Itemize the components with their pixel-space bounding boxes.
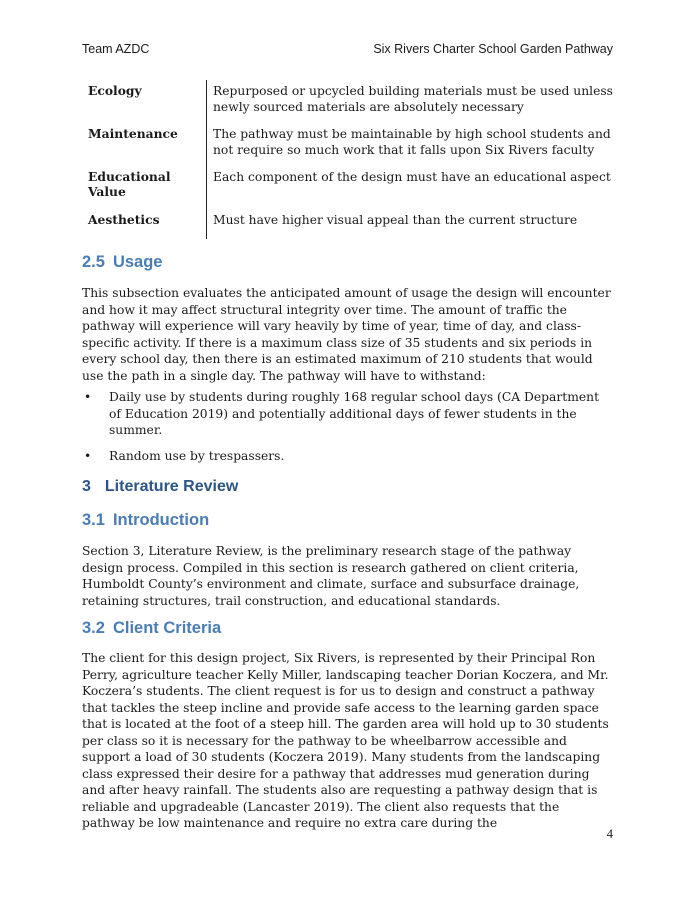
criteria-term: Maintenance bbox=[88, 126, 178, 141]
header-project-title: Six Rivers Charter School Garden Pathway bbox=[373, 42, 613, 56]
list-item-text: Daily use by students during roughly 168 regular school days (CA Department of Education 2019) and potentially additional days of fewer students in the summer. bbox=[109, 390, 600, 437]
section-number: 2.5 bbox=[82, 253, 105, 271]
section-3-1-heading bbox=[82, 511, 209, 530]
section-number: 3.2 bbox=[82, 619, 105, 637]
section-2-5-heading bbox=[82, 253, 162, 272]
page-header bbox=[82, 42, 613, 58]
bullet-icon: • bbox=[84, 390, 92, 404]
page-number: 4 bbox=[606, 827, 613, 841]
section-3-2-heading bbox=[82, 619, 221, 638]
criteria-desc: Must have higher visual appeal than the current structure bbox=[213, 213, 578, 227]
criteria-desc: Each component of the design must have an educational aspect bbox=[213, 170, 611, 184]
criteria-term: Educational Value bbox=[88, 169, 171, 199]
section-title: Usage bbox=[112, 253, 163, 271]
criteria-term: Aesthetics bbox=[88, 212, 160, 227]
section-title: Client Criteria bbox=[112, 619, 222, 637]
criteria-term: Ecology bbox=[88, 83, 142, 98]
list-item bbox=[82, 448, 614, 465]
list-item-text: Random use by trespassers. bbox=[109, 448, 285, 463]
criteria-divider bbox=[206, 80, 207, 239]
section-2-5-bullets bbox=[82, 389, 614, 464]
header-team: Team AZDC bbox=[82, 42, 150, 56]
section-2-5-body: This subsection evaluates the anticipated amount of usage the design will encounter and how it may affect structural integrity over time. The amount of traffic the pathway will experience will vary heavily by time of year, time of day, and class-specific activity. If there is a maximum class size of 35 students and six periods in every school day, then there is an estimated maximum of 210 students that would use the path in a single day. The pathway will have to withstand: bbox=[82, 286, 611, 383]
list-item bbox=[82, 389, 614, 439]
section-3-heading bbox=[82, 478, 238, 496]
bullet-icon: • bbox=[84, 448, 92, 463]
section-number: 3.1 bbox=[82, 511, 105, 529]
section-title: Literature Review bbox=[104, 478, 239, 495]
section-3-2-body: The client for this design project, Six Rivers, is represented by their Principal Ron Perry, agriculture teacher Kelly Miller, landscaping teacher Dorian Koczera, and Mr. Koczera’s students. The client request is for us to design and construct a pathway that tackles the steep incline and provide safe access to the learning garden space that is located at the foot of a steep hill. The garden area will hold up to 30 students per class so it is necessary for the pathway to be wheelbarrow accessible and support a load of 30 students (Koczera 2019). Many students from the landscaping class expressed their desire for a pathway that addresses mud generation during and after heavy rainfall. The students also are requesting a pathway design that is reliable and upgradeable (Lancaster 2019). The client also requests that the pathway be low maintenance and require no extra care during the bbox=[82, 651, 609, 830]
criteria-desc: Repurposed or upcycled building materials must be used unless newly sourced materials are absolutely necessary bbox=[213, 84, 613, 114]
criteria-desc: The pathway must be maintainable by high school students and not require so much work that it falls upon Six Rivers faculty bbox=[213, 127, 611, 157]
section-title: Introduction bbox=[112, 511, 210, 529]
section-3-1-body: Section 3, Literature Review, is the preliminary research stage of the pathway design process. Compiled in this section is research gathered on client criteria, Humboldt County’s environment and climate, surface and subsurface drainage, retaining structures, trail construction, and educational standards. bbox=[82, 544, 580, 608]
section-number: 3 bbox=[82, 478, 91, 495]
